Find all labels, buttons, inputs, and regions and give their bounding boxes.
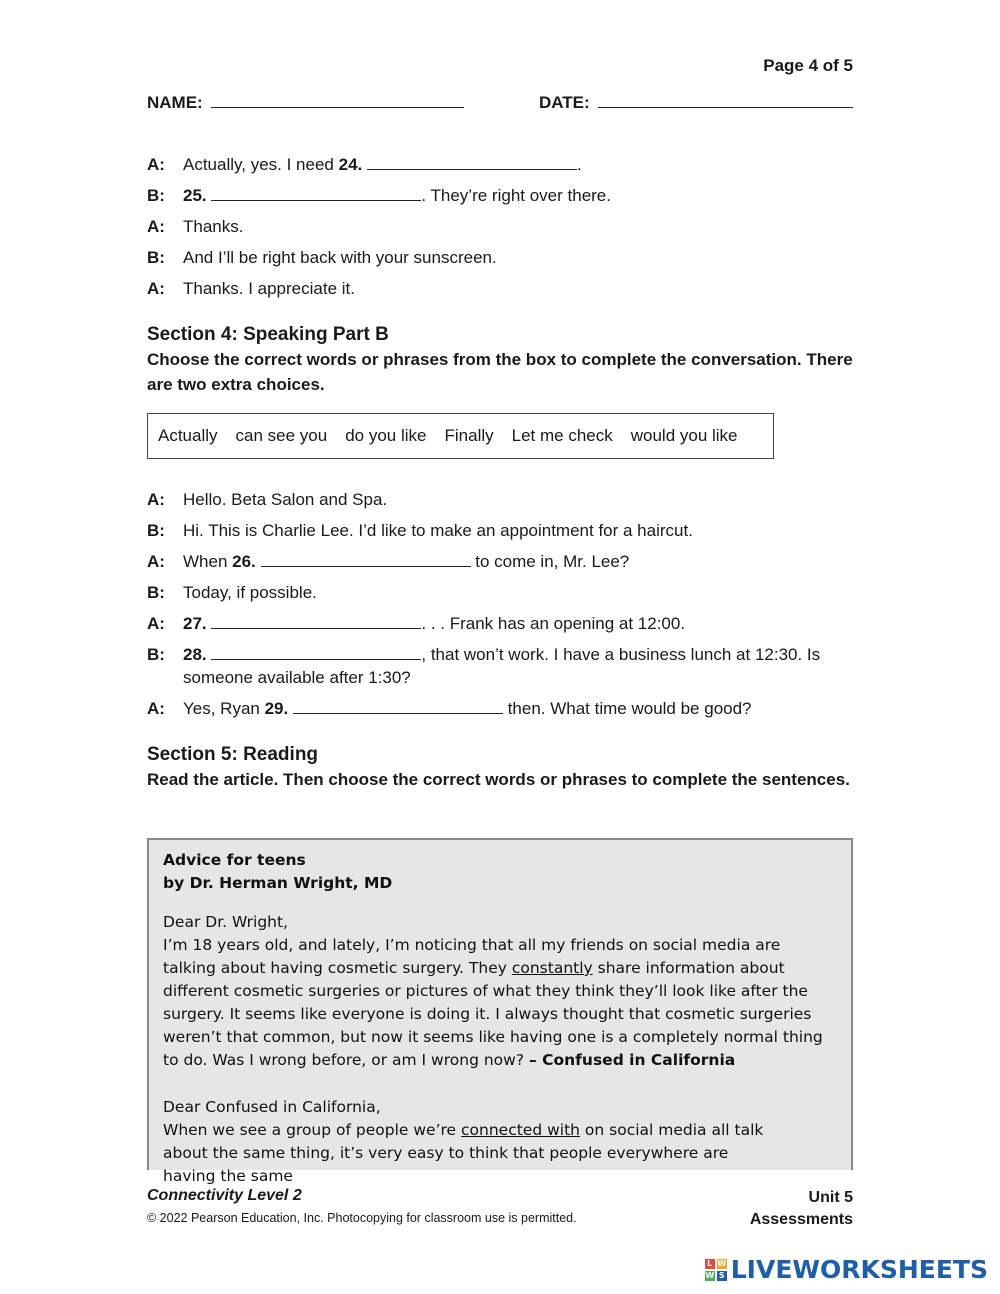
word-choice: do you like bbox=[345, 426, 427, 445]
logo-tile: S bbox=[717, 1271, 727, 1281]
speaker-label: A: bbox=[147, 699, 165, 718]
answer-blank-24[interactable] bbox=[367, 155, 577, 170]
footer-section-label: Assessments bbox=[749, 1211, 853, 1228]
word-choice: can see you bbox=[235, 426, 328, 445]
speaker-label: B: bbox=[147, 521, 165, 540]
dialogue-line bbox=[147, 697, 752, 720]
item-number: 29. bbox=[264, 699, 289, 718]
answer-blank-26[interactable] bbox=[261, 552, 471, 567]
footer-copyright: © 2022 Pearson Education, Inc. Photocopying for classroom use is permitted. bbox=[147, 1211, 577, 1225]
letter-signature: – Confused in California bbox=[528, 1051, 736, 1069]
speaker-label: B: bbox=[147, 186, 165, 205]
footer-book-title: Connectivity Level 2 bbox=[147, 1187, 302, 1204]
article-box bbox=[147, 838, 853, 1185]
word-choice: would you like bbox=[630, 426, 738, 445]
line-text: Thanks. I appreciate it. bbox=[183, 279, 355, 298]
line-text: Hello. Beta Salon and Spa. bbox=[183, 490, 388, 509]
line-text: to come in, Mr. Lee? bbox=[470, 552, 630, 571]
underlined-word: constantly bbox=[511, 959, 593, 977]
item-number: 24. bbox=[338, 155, 363, 174]
letter-text: share information about different cosmetic surgeries or pictures of what they think they’ll look like after the surgery. It seems like everyone is doing it. I always thought that cosmetic surgeries weren’t that common, but now it seems like having one is a completely normal thing to do. Was I wrong before, or am I wrong now? bbox=[163, 959, 823, 1069]
line-text: Actually, yes. I need bbox=[183, 155, 339, 174]
name-label: NAME: bbox=[147, 93, 203, 112]
word-choice: Actually bbox=[158, 426, 218, 445]
dialogue-line bbox=[147, 184, 611, 207]
section-4-title: Section 4: Speaking Part B bbox=[147, 324, 389, 345]
answer-blank-25[interactable] bbox=[211, 186, 421, 201]
logo-icon bbox=[705, 1259, 727, 1281]
dialogue-line bbox=[147, 153, 582, 176]
speaker-label: A: bbox=[147, 614, 165, 633]
reply-text: When we see a group of people we’re bbox=[163, 1121, 461, 1139]
line-text: . bbox=[576, 155, 582, 174]
line-text: . They’re right over there. bbox=[421, 186, 611, 205]
speaker-label: A: bbox=[147, 279, 165, 298]
dialogue-line bbox=[147, 246, 497, 269]
line-text: When bbox=[183, 552, 233, 571]
name-input-line[interactable] bbox=[211, 93, 464, 108]
item-number: 25. bbox=[183, 186, 207, 205]
line-text: then. What time would be good? bbox=[502, 699, 752, 718]
section-5-title: Section 5: Reading bbox=[147, 744, 319, 765]
logo-tile: W bbox=[705, 1270, 715, 1280]
reply-text: on social media all talk about the same thing, it’s very easy to think that people everywhere are having the same bbox=[163, 1121, 764, 1185]
logo-tile: L bbox=[705, 1259, 715, 1269]
dialogue-line bbox=[147, 488, 387, 511]
line-text: Today, if possible. bbox=[183, 583, 317, 602]
line-text: Yes, Ryan bbox=[183, 699, 265, 718]
date-label: DATE: bbox=[539, 93, 590, 112]
word-choice: Let me check bbox=[511, 426, 613, 445]
speaker-label: B: bbox=[147, 248, 165, 267]
speaker-label: A: bbox=[147, 217, 165, 236]
dialogue-line bbox=[147, 612, 685, 635]
item-number: 27. bbox=[183, 614, 207, 633]
letter-greeting: Dear Dr. Wright, bbox=[163, 913, 288, 931]
article-byline: by Dr. Herman Wright, MD bbox=[163, 874, 393, 892]
letter-body bbox=[163, 934, 837, 1072]
word-choice: Finally bbox=[444, 426, 494, 445]
section-4-instructions: Choose the correct words or phrases from the box to complete the conversation. There are two extra choices. bbox=[147, 350, 853, 394]
speaker-label: B: bbox=[147, 645, 165, 664]
footer-unit-label: Unit 5 bbox=[808, 1189, 853, 1206]
line-text: And I’ll be right back with your sunscreen. bbox=[183, 248, 497, 267]
dialogue-line bbox=[147, 550, 629, 573]
section-5-instructions: Read the article. Then choose the correct words or phrases to complete the sentences. bbox=[147, 770, 850, 789]
speaker-label: A: bbox=[147, 552, 165, 571]
date-input-line[interactable] bbox=[598, 93, 853, 108]
reply-body bbox=[163, 1119, 783, 1188]
underlined-word: connected with bbox=[461, 1121, 580, 1139]
answer-blank-28[interactable] bbox=[211, 645, 421, 660]
dialogue-line bbox=[147, 215, 243, 238]
dialogue-line bbox=[147, 277, 355, 300]
answer-blank-29[interactable] bbox=[293, 699, 503, 714]
liveworksheets-logo bbox=[705, 1255, 988, 1284]
speaker-label: A: bbox=[147, 155, 165, 174]
answer-blank-27[interactable] bbox=[211, 614, 421, 629]
item-number: 26. bbox=[232, 552, 256, 571]
logo-text: LIVEWORKSHEETS bbox=[730, 1255, 988, 1284]
line-text: Hi. This is Charlie Lee. I’d like to make an appointment for a haircut. bbox=[183, 521, 693, 540]
line-text: . . . Frank has an opening at 12:00. bbox=[421, 614, 686, 633]
logo-tile: W bbox=[717, 1258, 727, 1268]
speaker-label: B: bbox=[147, 583, 165, 602]
letter-text: I’m 18 years old, and lately, I’m noticing that all my friends on social media are talking about having cosmetic surgery. They bbox=[163, 936, 781, 977]
name-field bbox=[147, 93, 464, 113]
item-number: 28. bbox=[183, 645, 207, 664]
dialogue-line bbox=[147, 581, 317, 604]
dialogue-line bbox=[147, 643, 853, 689]
footer-unit bbox=[750, 1187, 853, 1231]
dialogue-line bbox=[147, 519, 693, 542]
word-box bbox=[147, 413, 774, 459]
page-number: Page 4 of 5 bbox=[763, 56, 853, 75]
line-text: Thanks. bbox=[183, 217, 244, 236]
date-field bbox=[539, 93, 853, 113]
speaker-label: A: bbox=[147, 490, 165, 509]
article-title: Advice for teens bbox=[163, 851, 306, 869]
line-text: , that won’t work. I have a business lunch at 12:30. Is someone available after 1:30? bbox=[183, 645, 821, 687]
reply-greeting: Dear Confused in California, bbox=[163, 1098, 381, 1116]
